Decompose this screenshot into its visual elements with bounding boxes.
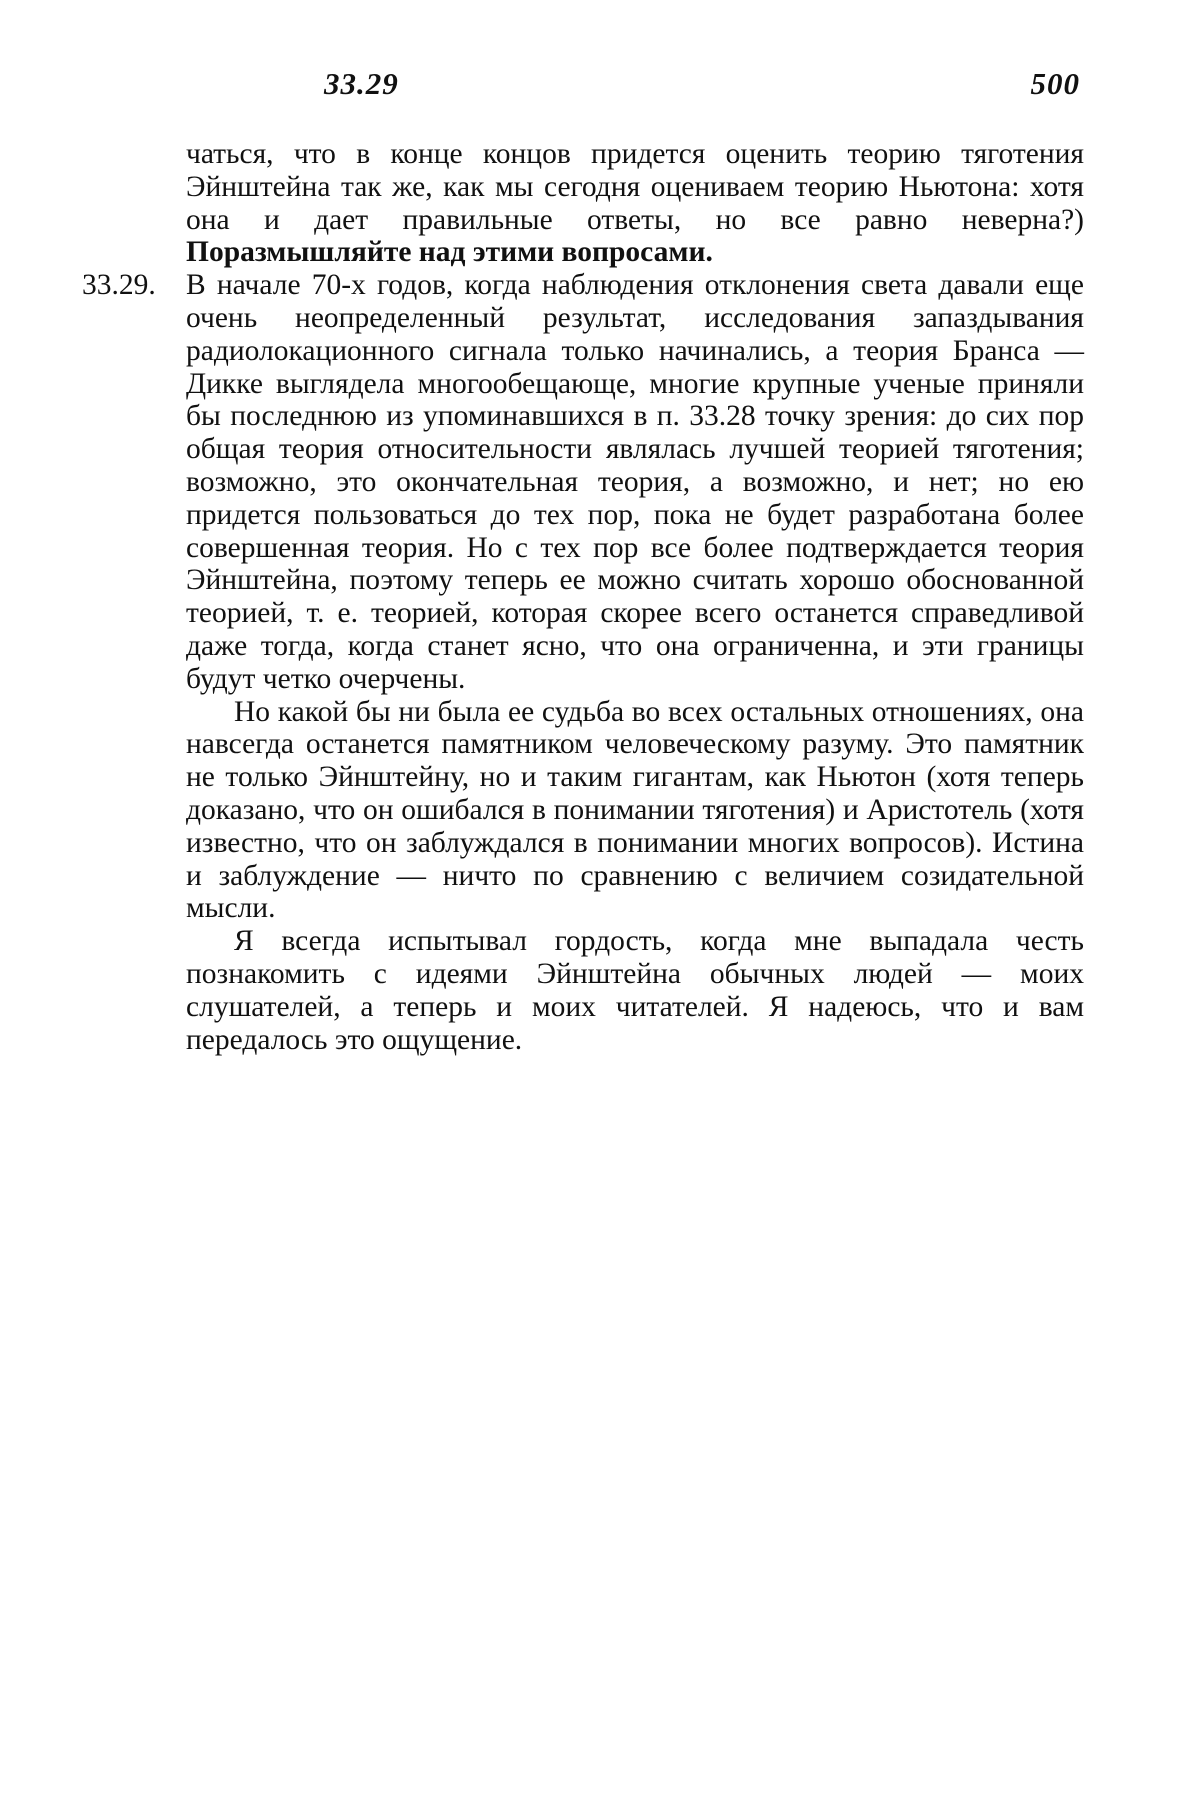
exercise-paragraph-1: В начале 70-х годов, когда наблюдения отклонения света давали еще очень неопределенный результат, исследования запаздывания радиолокационного сигнала только начинались, а теория Бранса — Дикке выглядела многообещающе, многие крупные ученые приняли бы последнюю из упоминавшихся в п. 33.28 точку зрения: до сих пор общая теория относительности являлась лучшей теорией тяготения; возможно, это окончательная теория, а возможно, и нет; но ею придется пользоваться до тех пор, пока не будет разработана более совершенная теория. Но с тех пор все более подтверждается теория Эйнштейна, поэтому теперь ее можно считать хорошо обоснованной теорией, т. е. теорией, которая скорее всего останется справедливой даже тогда, когда станет ясно, что она ограниченна, и эти границы будут четко очерчены. bbox=[186, 269, 1084, 695]
page-number: 500 bbox=[1030, 66, 1080, 101]
exercise-33-29 bbox=[82, 269, 1084, 1056]
continuation-text: чаться, что в конце концов придется оценить теорию тяготения Эйнштейна так же, как мы сегодня оцениваем теорию Ньютона: хотя она и дает правильные ответы, но все равно неверна?) bbox=[186, 138, 1084, 236]
continuation-paragraph bbox=[186, 138, 1084, 269]
exercise-number: 33.29. bbox=[82, 269, 156, 302]
running-head-section: 33.29 bbox=[324, 66, 399, 101]
exercise-prompt: Поразмышляйте над этими вопросами. bbox=[186, 236, 713, 269]
page-body bbox=[82, 138, 1084, 1056]
exercise-paragraph-3: Я всегда испытывал гордость, когда мне выпадала честь познакомить с идеями Эйнштейна обычных людей — моих слушателей, а теперь и моих читателей. Я надеюсь, что и вам передалось это ощущение. bbox=[186, 925, 1084, 1056]
exercise-paragraph-2: Но какой бы ни была ее судьба во всех остальных отношениях, она навсегда останется памятником человеческому разуму. Это памятник не только Эйнштейну, но и таким гигантам, как Ньютон (хотя теперь доказано, что он ошибался в понимании тяготения) и Аристотель (хотя известно, что он заблуждался в понимании многих вопросов). Истина и заблуждение — ничто по сравнению с величием созидательной мысли. bbox=[186, 695, 1084, 925]
